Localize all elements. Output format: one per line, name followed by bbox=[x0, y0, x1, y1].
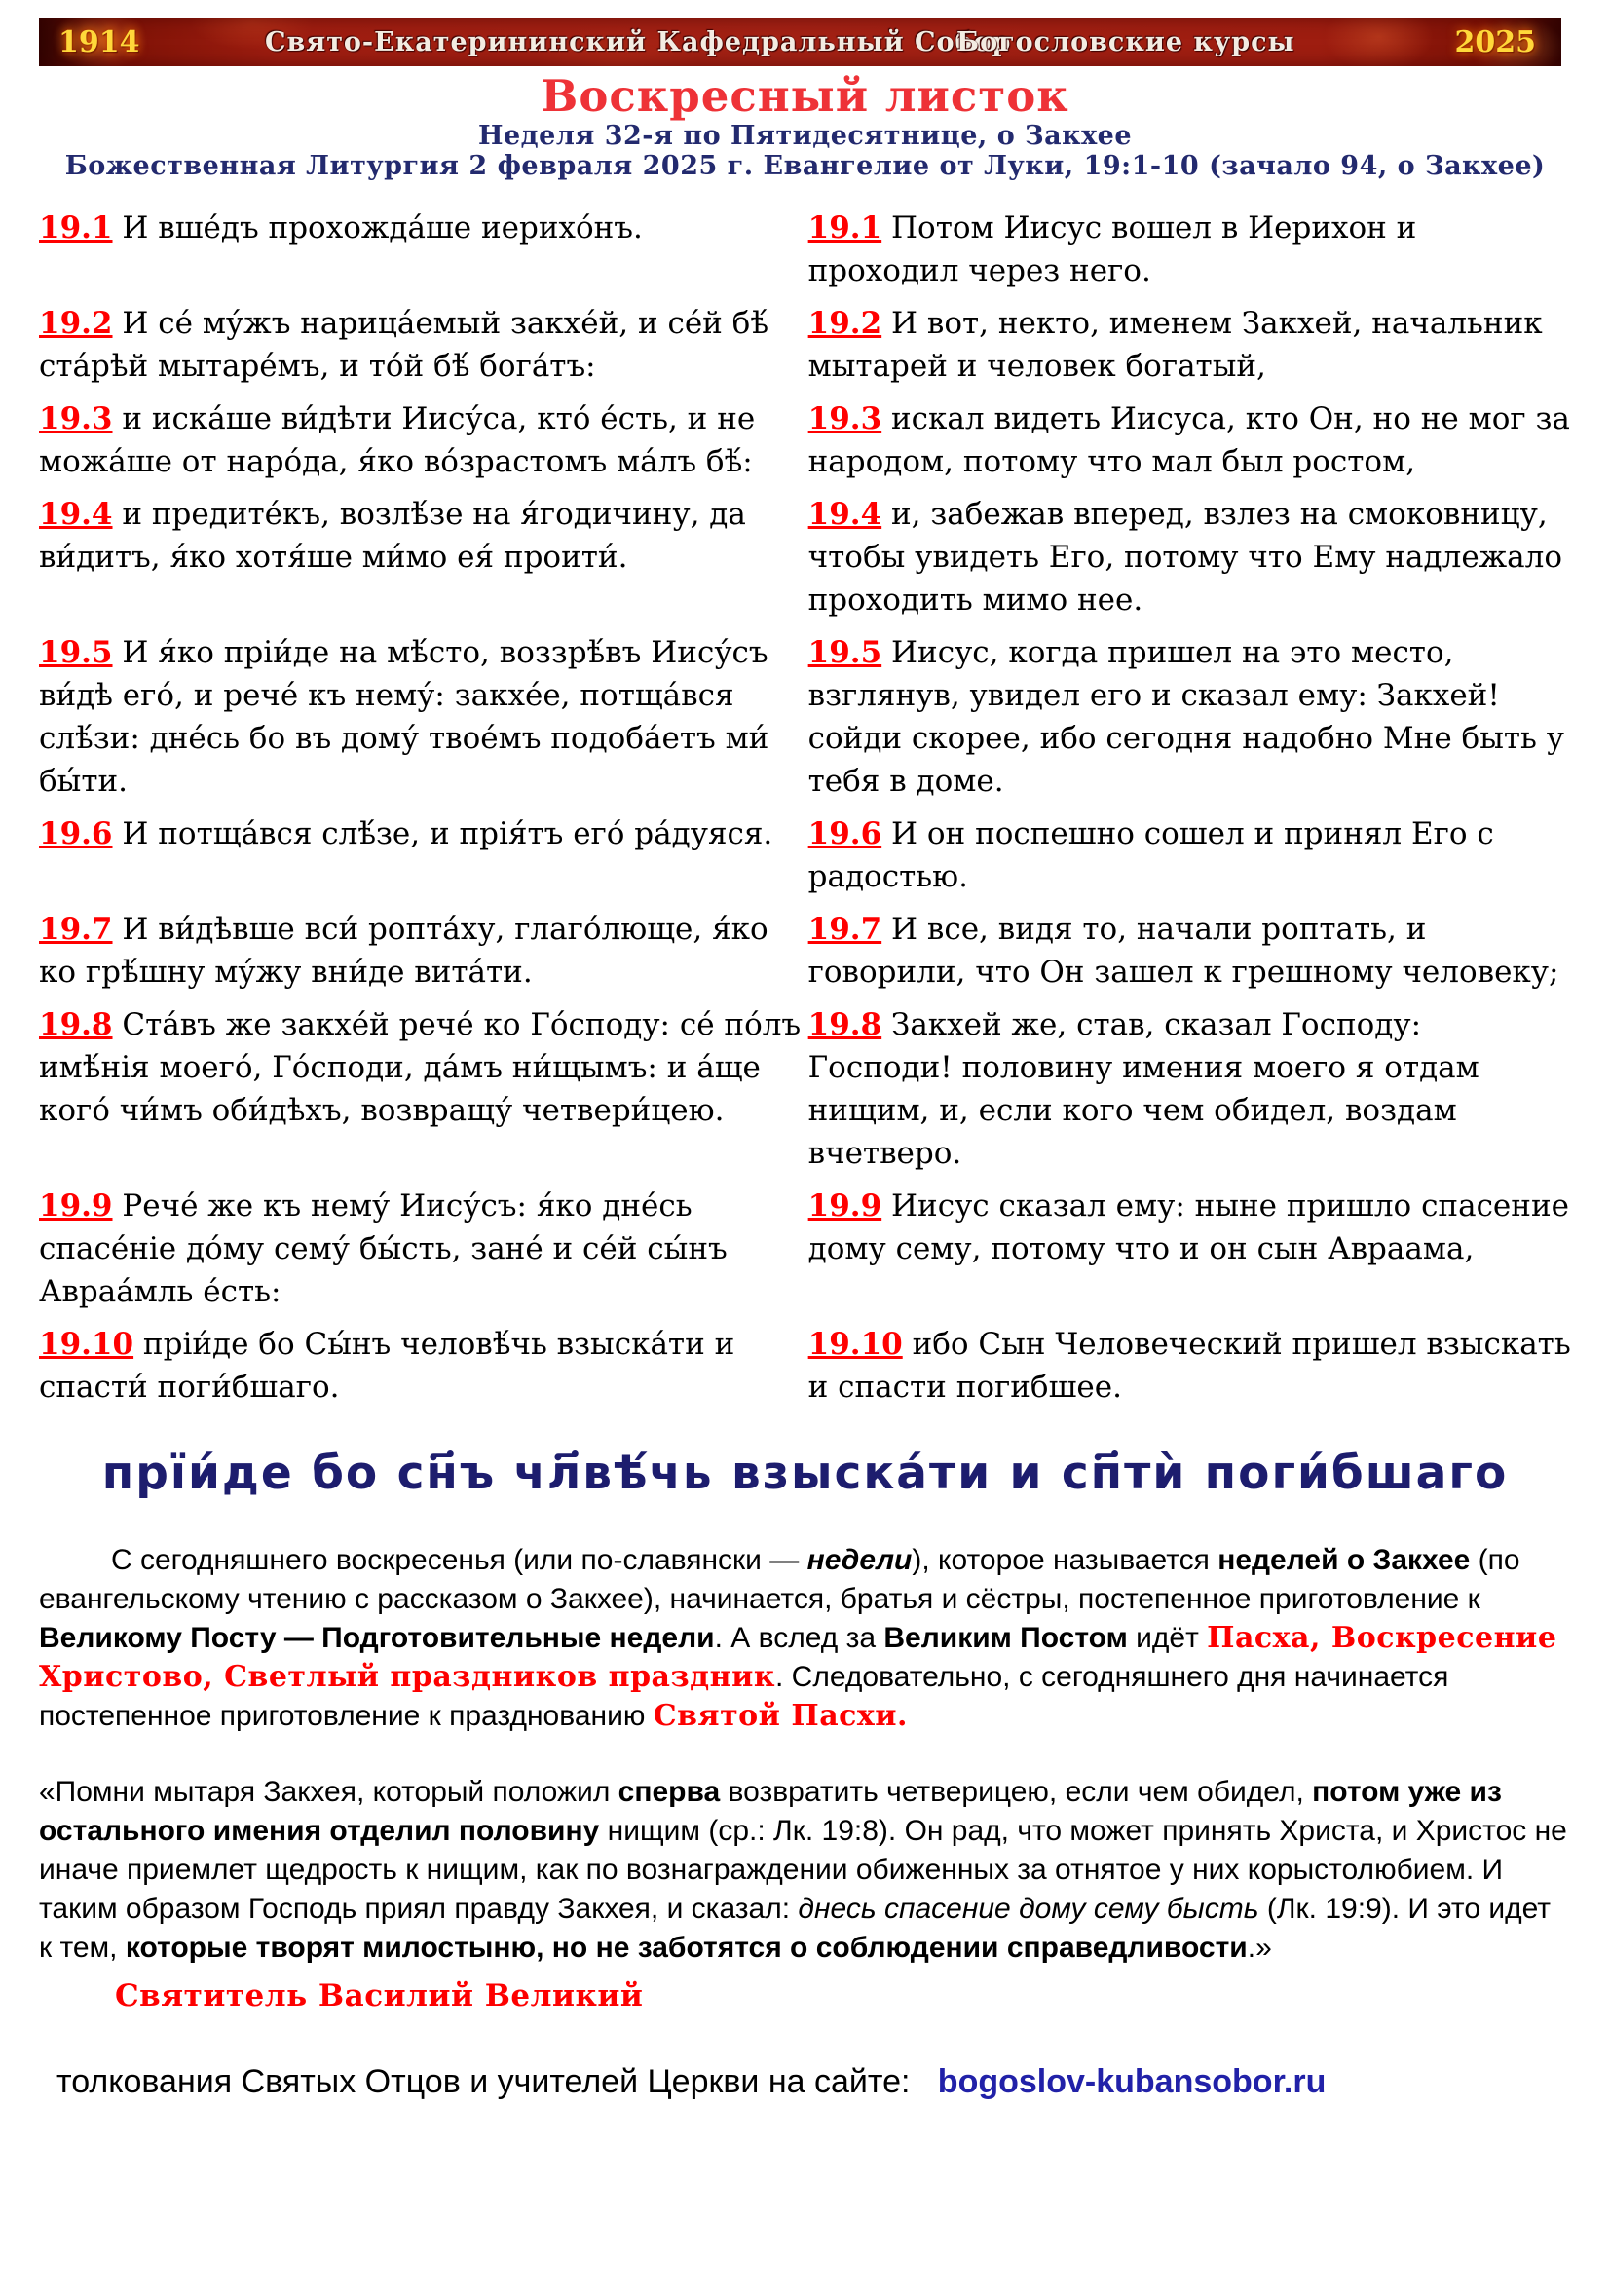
site-url-link[interactable]: bogoslov-kubansobor.ru bbox=[937, 2063, 1327, 2100]
verse-number-link[interactable]: 19.9 bbox=[39, 1188, 113, 1223]
verse-text-russian: и, забежав вперед, взлез на смоковницу, чтобы увидеть Его, потому что Ему надлежало проходить мимо нее. bbox=[807, 497, 1563, 618]
page bbox=[0, 18, 1610, 2296]
verse-text-russian: искал видеть Иисуса, кто Он, но не мог за народом, потому что мал был ростом, bbox=[807, 401, 1570, 479]
verse-number-link[interactable]: 19.4 bbox=[39, 497, 113, 532]
verse-number-link[interactable]: 19.2 bbox=[39, 306, 113, 341]
verse-text-slavonic: И вше́дъ прохожда́ше иерихо́нъ. bbox=[112, 210, 643, 245]
verse-number-link[interactable]: 19.6 bbox=[807, 816, 882, 851]
verse-row bbox=[39, 493, 1571, 631]
verse-row bbox=[39, 1003, 1571, 1185]
verse-text-slavonic: И я́ко пріи́де на мѣ́сто, воззрѣ́въ Иису́съ ви́дѣ его́, и рече́ къ нему́: закхе́е, потща́вся слѣ́зи: дне́сь бо въ дому́ твое́мъ подоба́етъ ми́ бы́ти. bbox=[39, 635, 769, 799]
header-banner bbox=[39, 18, 1561, 66]
banner-year-left: 1914 bbox=[58, 25, 140, 59]
verse-text-slavonic: и предите́къ, возлѣ́зе на я́годичину, да ви́дитъ, я́ко хотя́ше ми́мо ея́ проити́. bbox=[39, 497, 746, 575]
verse-text-slavonic: пріи́де бо Сы́нъ человѣ́чь взыска́ти и спасти́ поги́бшаго. bbox=[39, 1327, 735, 1405]
banner-year-right: 2025 bbox=[1454, 25, 1536, 59]
verse-text-russian: Потом Иисус вошел в Иерихон и проходил через него. bbox=[807, 210, 1417, 288]
verse-row bbox=[39, 631, 1571, 812]
verse-number-link[interactable]: 19.5 bbox=[807, 635, 882, 670]
verses-table-body bbox=[39, 207, 1571, 1418]
verse-number-link[interactable]: 19.7 bbox=[807, 912, 882, 947]
verse-number-link[interactable]: 19.6 bbox=[39, 816, 113, 851]
banner-cathedral-title: Свято-Екатерининский Кафедральный Собор bbox=[265, 27, 1012, 57]
verse-number-link[interactable]: 19.10 bbox=[807, 1327, 903, 1362]
verse-row bbox=[39, 207, 1571, 302]
verse-text-slavonic: И потща́вся слѣ́зе, и прія́тъ его́ ра́дуяся. bbox=[112, 816, 773, 851]
verse-text-russian: И он поспешно сошел и принял Его с радостью. bbox=[807, 816, 1494, 894]
verse-number-link[interactable]: 19.1 bbox=[807, 210, 882, 245]
footer-text: толкования Святых Отцов и учителей Церкви на сайте: bbox=[56, 2063, 911, 2100]
verse-number-link[interactable]: 19.9 bbox=[807, 1188, 882, 1223]
verse-number-link[interactable]: 19.7 bbox=[39, 912, 113, 947]
subtitle-liturgy: Божественная Литургия 2 февраля 2025 г. Евангелие от Луки, 19:1-10 (зачало 94, о Закхее) bbox=[64, 151, 1546, 181]
verse-number-link[interactable]: 19.3 bbox=[807, 401, 882, 436]
verse-text-slavonic: И се́ му́жъ нарица́емый закхе́й, и се́й бѣ́ ста́рѣй мытаре́мъ, и то́й бѣ́ бога́тъ: bbox=[39, 306, 769, 384]
verse-number-link[interactable]: 19.3 bbox=[39, 401, 113, 436]
verse-number-link[interactable]: 19.10 bbox=[39, 1327, 134, 1362]
verse-text-slavonic: и иска́ше ви́дѣти Иису́са, кто́ е́сть, и не можа́ше от наро́да, я́ко во́зрастомъ ма́лъ бѣ́: bbox=[39, 401, 756, 479]
attribution: Святитель Василий Великий bbox=[115, 1978, 644, 2014]
footer-note bbox=[56, 2061, 1610, 2102]
verse-text-slavonic: Ста́въ же закхе́й рече́ ко Го́споду: се́ по́лъ имѣ́нія моего́, Го́споди, да́мъ ни́щымъ: и а́ще кого́ чи́мъ оби́дѣхъ, возвращу́ четвери́цею. bbox=[39, 1007, 802, 1128]
verse-text-slavonic: Рече́ же къ нему́ Иису́съ: я́ко дне́сь спасе́ніе до́му сему́ бы́сть, зане́ и се́й сы́нъ Авраа́мль е́сть: bbox=[39, 1188, 728, 1309]
verse-row bbox=[39, 302, 1571, 397]
verse-number-link[interactable]: 19.8 bbox=[39, 1007, 113, 1042]
verse-row bbox=[39, 812, 1571, 908]
verse-number-link[interactable]: 19.4 bbox=[807, 497, 882, 532]
verse-text-russian: ибо Сын Человеческий пришел взыскать и спасти погибшее. bbox=[807, 1327, 1571, 1405]
page-title: Воскресный листок bbox=[541, 70, 1069, 122]
verse-row bbox=[39, 397, 1571, 493]
verse-row bbox=[39, 1185, 1571, 1323]
verse-number-link[interactable]: 19.8 bbox=[807, 1007, 882, 1042]
verse-text-russian: Иисус, когда пришел на это место, взглянув, увидел его и сказал ему: Закхей! сойди скорее, ибо сегодня надобно Мне быть у тебя в доме. bbox=[807, 635, 1564, 799]
subtitle-week: Неделя 32-я по Пятидесятнице, о Закхее bbox=[477, 121, 1133, 151]
verse-row bbox=[39, 908, 1571, 1003]
verse-text-russian: Иисус сказал ему: ныне пришло спасение дому сему, потому что и он сын Авраама, bbox=[807, 1188, 1569, 1266]
verses-table bbox=[39, 207, 1571, 1418]
verse-text-russian: Закхей же, став, сказал Господу: Господи! половину имения моего я отдам нищим, и, если кого чем обидел, воздам вчетверо. bbox=[807, 1007, 1479, 1171]
verse-text-russian: И вот, некто, именем Закхей, начальник мытарей и человек богатый, bbox=[807, 306, 1543, 384]
slavonic-quote-banner: прїи́де бо сн҃ъ чл҃вѣ́чь взыска́ти и сп҃тѝ поги́бшаго bbox=[101, 1447, 1509, 1500]
verse-number-link[interactable]: 19.1 bbox=[39, 210, 113, 245]
banner-courses-label: Богословские курсы bbox=[956, 27, 1295, 57]
verse-number-link[interactable]: 19.2 bbox=[807, 306, 882, 341]
verse-row bbox=[39, 1323, 1571, 1418]
verse-number-link[interactable]: 19.5 bbox=[39, 635, 113, 670]
intro-paragraph: С сегодняшнего воскресенья (или по-славянски — недели), которое называется неделей о Закхее (по евангельскому чтению с рассказом о Закхее), начинается, братья и сёстры, постепенное приготовление к Великому Посту — Подготовительные недели. А вслед за Великим Постом идёт Пасха, Воскресение Христово, Светлый праздников праздник. Следовательно, с сегодняшнего дня начинается постепенное приготовление к празднованию Святой Пасхи. bbox=[39, 1544, 1557, 1733]
quote-paragraph: «Помни мытаря Закхея, который положил сперва возвратить четверицею, если чем обидел, потом уже из остального имения отделил половину нищим (ср.: Лк. 19:8). Он рад, что может принять Христа, и Христос не иначе приемлет щедрость к нищим, как по вознаграждении обиженных за отнятое у них корыстолюбием. И таким образом Господь приял правду Закхея, и сказал: днесь спасение дому сему бысть (Лк. 19:9). И это идет к тем, которые творят милостыню, но не заботятся о соблюдении справедливости.» bbox=[39, 1776, 1567, 1964]
verse-text-russian: И все, видя то, начали роптать, и говорили, что Он зашел к грешному человеку; bbox=[807, 912, 1559, 990]
verse-text-slavonic: И ви́дѣвше вси́ ропта́ху, глаго́люще, я́ко ко грѣ́шну му́жу вни́де вита́ти. bbox=[39, 912, 768, 990]
